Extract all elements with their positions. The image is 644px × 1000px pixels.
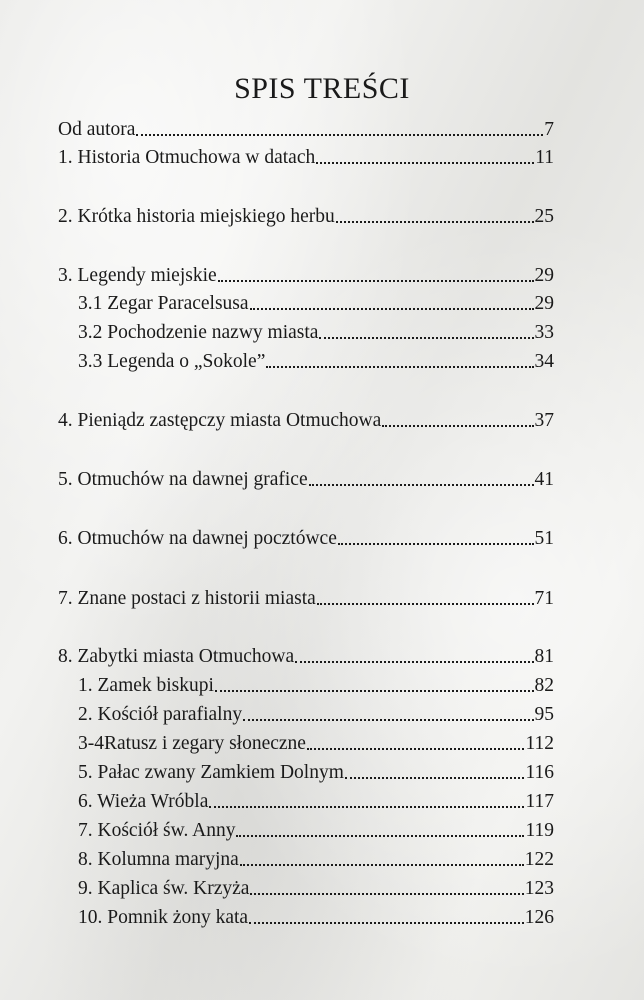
toc-subentry xyxy=(78,848,554,872)
toc-entry-page: 7 xyxy=(544,119,554,140)
toc-entry xyxy=(58,205,554,229)
leader-dots xyxy=(236,835,524,837)
toc-subentry xyxy=(78,703,554,727)
leader-dots xyxy=(336,221,534,223)
toc-entry-label: 3-4Ratusz i zegary słoneczne xyxy=(78,733,306,754)
toc-entry xyxy=(58,264,554,288)
toc-entry-page: 117 xyxy=(525,791,554,812)
leader-dots xyxy=(266,366,533,368)
toc-entry-label: 2. Krótka historia miejskiego herbu xyxy=(58,206,335,227)
leader-dots xyxy=(309,484,534,486)
leader-dots xyxy=(317,603,534,605)
leader-dots xyxy=(382,425,533,427)
toc-subentry xyxy=(78,732,554,756)
toc-entry-page: 116 xyxy=(525,762,554,783)
toc-entry-page: 25 xyxy=(534,206,554,227)
leader-dots xyxy=(316,162,534,164)
toc-entry-page: 122 xyxy=(524,849,554,870)
toc-entry-label: 5. Pałac zwany Zamkiem Dolnym xyxy=(78,762,344,783)
toc-entry xyxy=(58,468,554,492)
toc-entry-label: 5. Otmuchów na dawnej grafice xyxy=(58,469,308,490)
leader-dots xyxy=(338,543,534,545)
leader-dots xyxy=(319,337,533,339)
toc-entry-page: 82 xyxy=(534,675,554,696)
toc-entry-page: 119 xyxy=(525,820,554,841)
toc-subentry xyxy=(78,790,554,814)
leader-dots xyxy=(249,922,524,924)
toc-entry xyxy=(58,409,554,433)
toc-entry-page: 123 xyxy=(524,878,554,899)
toc-entry-page: 112 xyxy=(525,733,554,754)
toc-entry-page: 29 xyxy=(534,293,554,314)
toc-subentry xyxy=(78,292,554,316)
toc-entry-page: 37 xyxy=(534,410,554,431)
leader-dots xyxy=(215,690,534,692)
page-title: SPIS TREŚCI xyxy=(234,72,410,105)
toc-entry-label: 6. Otmuchów na dawnej pocztówce xyxy=(58,528,337,549)
toc-entry xyxy=(58,645,554,669)
toc-subentry xyxy=(78,761,554,785)
leader-dots xyxy=(307,748,525,750)
toc-entry xyxy=(58,527,554,551)
toc-entry-label: Od autora xyxy=(58,119,136,140)
toc-entry-label: 2. Kościół parafialny xyxy=(78,704,243,725)
toc-entry-label: 3.2 Pochodzenie nazwy miasta xyxy=(78,322,319,343)
toc-entry-page: 51 xyxy=(534,528,554,549)
toc-entry xyxy=(58,118,554,142)
leader-dots xyxy=(243,719,533,721)
toc-entry-label: 8. Zabytki miasta Otmuchowa xyxy=(58,646,295,667)
toc-subentry xyxy=(78,321,554,345)
toc-entry-label: 3. Legendy miejskie xyxy=(58,265,217,286)
toc-entry-label: 10. Pomnik żony kata xyxy=(78,907,249,928)
toc-entry-label: 3.1 Zegar Paracelsusa xyxy=(78,293,249,314)
toc-entry-page: 81 xyxy=(534,646,554,667)
toc-entry-page: 29 xyxy=(534,265,554,286)
leader-dots xyxy=(136,134,543,136)
toc-entry-label: 4. Pieniądz zastępczy miasta Otmuchowa xyxy=(58,410,382,431)
toc-entry-page: 33 xyxy=(534,322,554,343)
toc-entry-label: 7. Znane postaci z historii miasta xyxy=(58,588,316,609)
toc-entry-page: 11 xyxy=(535,147,554,168)
toc-entry xyxy=(58,146,554,170)
leader-dots xyxy=(250,893,523,895)
leader-dots xyxy=(209,806,524,808)
leader-dots xyxy=(345,777,525,779)
table-of-contents xyxy=(58,0,554,1000)
toc-entry-page: 41 xyxy=(534,469,554,490)
leader-dots xyxy=(250,308,534,310)
toc-entry-label: 3.3 Legenda o „Sokole” xyxy=(78,351,266,372)
toc-entry-label: 7. Kościół św. Anny xyxy=(78,820,236,841)
toc-entry-label: 1. Historia Otmuchowa w datach xyxy=(58,147,316,168)
toc-entry-label: 1. Zamek biskupi xyxy=(78,675,214,696)
leader-dots xyxy=(218,280,534,282)
toc-subentry xyxy=(78,877,554,901)
toc-entry-label: 8. Kolumna maryjna xyxy=(78,849,239,870)
toc-entry xyxy=(58,587,554,611)
toc-entry-page: 126 xyxy=(524,907,554,928)
toc-entry-page: 95 xyxy=(534,704,554,725)
toc-entry-page: 71 xyxy=(534,588,554,609)
toc-subentry xyxy=(78,350,554,374)
toc-subentry xyxy=(78,906,554,930)
toc-entry-label: 6. Wieża Wróbla xyxy=(78,791,209,812)
toc-entry-label: 9. Kaplica św. Krzyża xyxy=(78,878,250,899)
toc-entry-page: 34 xyxy=(534,351,554,372)
toc-subentry xyxy=(78,819,554,843)
leader-dots xyxy=(240,864,524,866)
toc-subentry xyxy=(78,674,554,698)
leader-dots xyxy=(295,661,533,663)
